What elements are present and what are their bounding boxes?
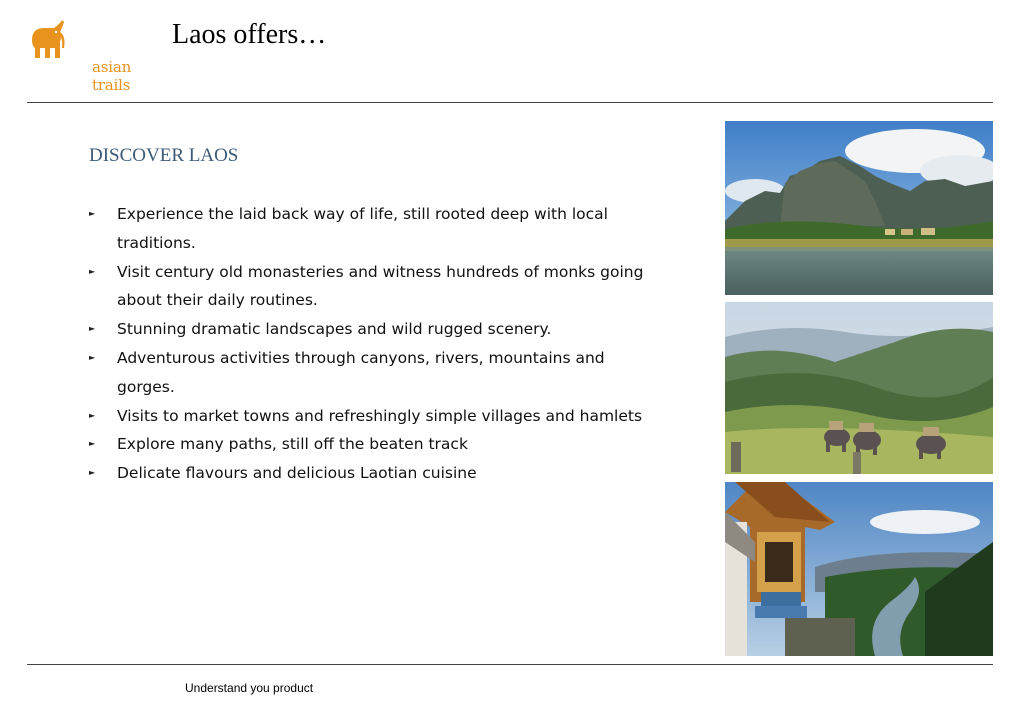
photo-temple-river	[725, 482, 993, 656]
bottom-divider	[27, 664, 993, 665]
bullet-text-continued: traditions.	[117, 233, 196, 252]
bullet-arrow-icon: ►	[89, 439, 96, 449]
bullet-text: Stunning dramatic landscapes and wild rugged scenery.	[117, 320, 552, 339]
bullet-arrow-icon: ►	[89, 324, 96, 334]
bullet-item	[89, 430, 689, 459]
photo-karst-river	[725, 121, 993, 295]
bullet-arrow-icon: ►	[89, 266, 96, 276]
slide-title: Laos offers…	[172, 19, 327, 50]
bullet-item	[89, 200, 689, 258]
elephant-icon	[26, 18, 66, 60]
asian-trails-logo	[26, 18, 146, 94]
bullet-text-continued: about their daily routines.	[117, 291, 318, 310]
bullet-text: Delicate flavours and delicious Laotian cuisine	[117, 464, 477, 483]
bullet-arrow-icon: ►	[89, 410, 96, 420]
top-divider	[27, 102, 993, 103]
bullet-item	[89, 459, 689, 488]
bullet-arrow-icon: ►	[89, 352, 96, 362]
bullet-item	[89, 344, 689, 402]
bullet-text: Experience the laid back way of life, still rooted deep with local	[117, 205, 608, 223]
bullet-item	[89, 258, 689, 316]
bullet-list	[89, 200, 689, 488]
bullet-item	[89, 402, 689, 431]
bullet-text: Explore many paths, still off the beaten track	[117, 435, 468, 454]
bullet-arrow-icon: ►	[89, 209, 96, 218]
section-heading: DISCOVER LAOS	[89, 145, 239, 166]
bullet-text: Visit century old monasteries and witness hundreds of monks going	[117, 262, 644, 281]
logo-text: asian trails	[92, 58, 132, 94]
photo-elephant-trek	[725, 302, 993, 474]
bullet-arrow-icon: ►	[89, 468, 96, 478]
bullet-text: Adventurous activities through canyons, rivers, mountains and	[117, 348, 605, 367]
bullet-text-continued: gorges.	[117, 377, 175, 396]
bullet-text: Visits to market towns and refreshingly simple villages and hamlets	[117, 406, 643, 425]
footer-text: Understand you product	[185, 681, 314, 695]
bullet-item	[89, 315, 689, 344]
